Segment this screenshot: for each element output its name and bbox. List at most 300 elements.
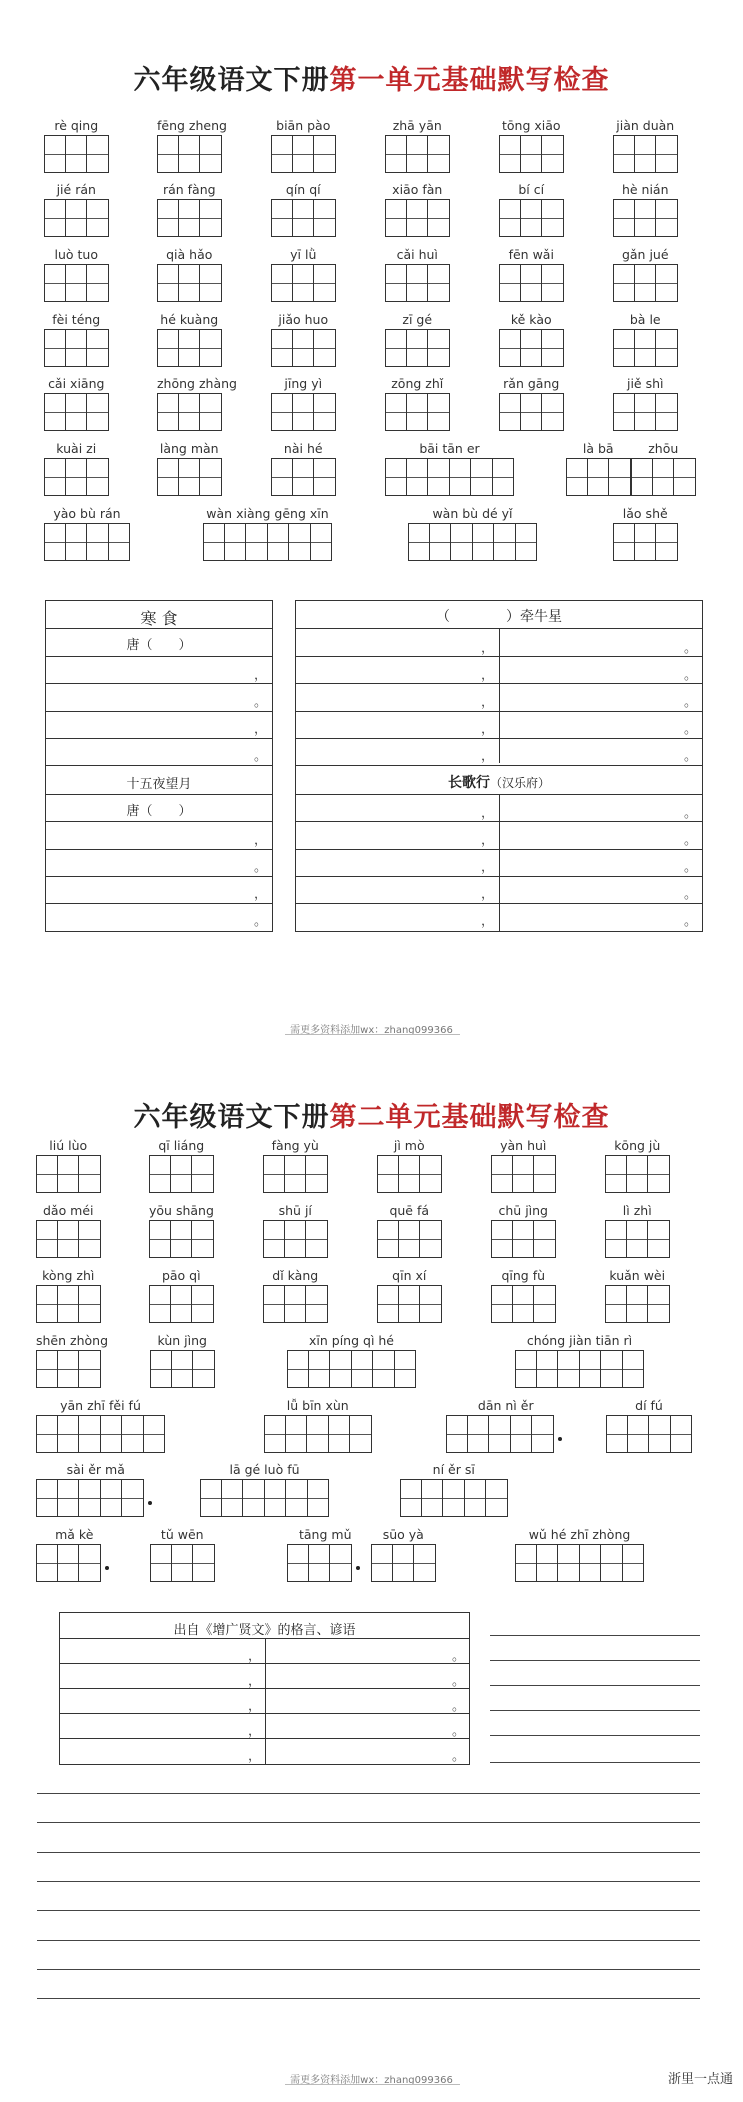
writing-cell[interactable] (66, 199, 88, 237)
writing-box-group[interactable] (157, 329, 222, 367)
writing-cell[interactable] (656, 199, 678, 237)
writing-cell[interactable] (243, 1479, 265, 1517)
writing-cell[interactable] (635, 199, 657, 237)
writing-box-group[interactable] (150, 1350, 215, 1388)
writing-box-group[interactable] (36, 1285, 101, 1323)
writing-cell[interactable] (149, 1220, 171, 1258)
writing-box-group[interactable] (385, 393, 450, 431)
writing-box-group[interactable] (44, 264, 109, 302)
writing-box-group[interactable] (385, 458, 514, 496)
writing-cell[interactable] (66, 135, 88, 173)
writing-box-group[interactable] (613, 135, 678, 173)
writing-cell[interactable] (648, 1285, 670, 1323)
writing-cell[interactable] (542, 135, 564, 173)
writing-cell[interactable] (420, 1285, 442, 1323)
writing-cell[interactable] (179, 458, 201, 496)
writing-cell[interactable] (192, 1155, 214, 1193)
writing-cell[interactable] (499, 199, 521, 237)
writing-cell[interactable] (656, 393, 678, 431)
writing-cell[interactable] (271, 458, 293, 496)
writing-cell[interactable] (534, 1220, 556, 1258)
writing-cell[interactable] (385, 264, 407, 302)
writing-box-group[interactable] (263, 1285, 328, 1323)
writing-cell[interactable] (193, 1350, 215, 1388)
writing-cell[interactable] (580, 1544, 602, 1582)
writing-box-group[interactable] (613, 393, 678, 431)
writing-cell[interactable] (601, 1350, 623, 1388)
writing-cell[interactable] (580, 1350, 602, 1388)
writing-cell[interactable] (407, 458, 429, 496)
writing-cell[interactable] (499, 135, 521, 173)
writing-cell[interactable] (44, 393, 66, 431)
writing-cell[interactable] (171, 1285, 193, 1323)
writing-cell[interactable] (314, 458, 336, 496)
writing-cell[interactable] (44, 329, 66, 367)
writing-cell[interactable] (285, 1285, 307, 1323)
writing-cell[interactable] (473, 523, 495, 561)
writing-box-group[interactable] (149, 1220, 214, 1258)
writing-box-group[interactable] (385, 264, 450, 302)
writing-cell[interactable] (307, 1415, 329, 1453)
writing-cell[interactable] (601, 1544, 623, 1582)
writing-box-group[interactable] (36, 1415, 165, 1453)
writing-box-group[interactable] (44, 523, 130, 561)
writing-box-group[interactable] (377, 1155, 442, 1193)
writing-box-group[interactable] (606, 1415, 692, 1453)
writing-cell[interactable] (36, 1350, 58, 1388)
writing-cell[interactable] (87, 264, 109, 302)
writing-cell[interactable] (66, 329, 88, 367)
writing-cell[interactable] (122, 1415, 144, 1453)
writing-cell[interactable] (407, 329, 429, 367)
writing-box-group[interactable] (491, 1285, 556, 1323)
writing-cell[interactable] (511, 1415, 533, 1453)
writing-cell[interactable] (542, 393, 564, 431)
writing-cell[interactable] (671, 1415, 693, 1453)
writing-cell[interactable] (122, 1479, 144, 1517)
writing-cell[interactable] (428, 199, 450, 237)
writing-cell[interactable] (287, 1544, 309, 1582)
writing-cell[interactable] (420, 1155, 442, 1193)
writing-cell[interactable] (648, 1220, 670, 1258)
writing-cell[interactable] (308, 1479, 330, 1517)
writing-cell[interactable] (534, 1155, 556, 1193)
writing-cell[interactable] (407, 264, 429, 302)
writing-cell[interactable] (635, 329, 657, 367)
writing-cell[interactable] (385, 458, 407, 496)
writing-cell[interactable] (499, 393, 521, 431)
writing-cell[interactable] (635, 393, 657, 431)
writing-box-group[interactable] (36, 1155, 101, 1193)
writing-box-group[interactable] (385, 135, 450, 173)
writing-cell[interactable] (293, 393, 315, 431)
writing-cell[interactable] (58, 1479, 80, 1517)
writing-cell[interactable] (408, 523, 430, 561)
writing-cell[interactable] (306, 1285, 328, 1323)
writing-cell[interactable] (494, 523, 516, 561)
writing-cell[interactable] (144, 1415, 166, 1453)
writing-cell[interactable] (613, 199, 635, 237)
writing-cell[interactable] (489, 1415, 511, 1453)
writing-cell[interactable] (588, 458, 610, 496)
writing-box-group[interactable] (499, 199, 564, 237)
writing-cell[interactable] (649, 1415, 671, 1453)
writing-cell[interactable] (385, 329, 407, 367)
writing-box-group[interactable] (157, 458, 222, 496)
writing-cell[interactable] (36, 1415, 58, 1453)
writing-box-group[interactable] (287, 1350, 416, 1388)
writing-cell[interactable] (420, 1220, 442, 1258)
writing-cell[interactable] (399, 1220, 421, 1258)
writing-cell[interactable] (293, 329, 315, 367)
writing-cell[interactable] (87, 329, 109, 367)
writing-cell[interactable] (314, 135, 336, 173)
writing-cell[interactable] (79, 1350, 101, 1388)
writing-cell[interactable] (66, 523, 88, 561)
writing-cell[interactable] (58, 1415, 80, 1453)
writing-cell[interactable] (656, 329, 678, 367)
writing-cell[interactable] (450, 458, 472, 496)
writing-box-group[interactable] (200, 1479, 329, 1517)
writing-cell[interactable] (149, 1155, 171, 1193)
writing-cell[interactable] (44, 199, 66, 237)
writing-cell[interactable] (44, 458, 66, 496)
writing-cell[interactable] (285, 1155, 307, 1193)
writing-cell[interactable] (285, 1220, 307, 1258)
writing-cell[interactable] (352, 1350, 374, 1388)
writing-cell[interactable] (656, 135, 678, 173)
writing-cell[interactable] (58, 1220, 80, 1258)
writing-box-group[interactable] (271, 199, 336, 237)
writing-cell[interactable] (605, 1155, 627, 1193)
writing-cell[interactable] (87, 199, 109, 237)
writing-box-group[interactable] (271, 458, 336, 496)
writing-cell[interactable] (558, 1544, 580, 1582)
writing-cell[interactable] (306, 1220, 328, 1258)
writing-cell[interactable] (172, 1350, 194, 1388)
writing-cell[interactable] (385, 199, 407, 237)
writing-cell[interactable] (537, 1544, 559, 1582)
writing-cell[interactable] (268, 523, 290, 561)
writing-cell[interactable] (193, 1544, 215, 1582)
writing-cell[interactable] (44, 264, 66, 302)
writing-cell[interactable] (428, 329, 450, 367)
writing-cell[interactable] (407, 199, 429, 237)
writing-cell[interactable] (179, 264, 201, 302)
writing-cell[interactable] (558, 1350, 580, 1388)
writing-cell[interactable] (87, 135, 109, 173)
writing-cell[interactable] (200, 393, 222, 431)
writing-cell[interactable] (200, 329, 222, 367)
writing-cell[interactable] (653, 458, 675, 496)
writing-cell[interactable] (515, 1544, 537, 1582)
writing-box-group[interactable] (377, 1220, 442, 1258)
writing-cell[interactable] (66, 264, 88, 302)
writing-cell[interactable] (393, 1544, 415, 1582)
writing-box-group[interactable] (157, 393, 222, 431)
writing-cell[interactable] (150, 1544, 172, 1582)
writing-box-group[interactable] (36, 1350, 101, 1388)
writing-cell[interactable] (79, 1220, 101, 1258)
writing-cell[interactable] (515, 1350, 537, 1388)
writing-box-group[interactable] (499, 329, 564, 367)
writing-cell[interactable] (58, 1285, 80, 1323)
writing-cell[interactable] (606, 1415, 628, 1453)
writing-cell[interactable] (79, 1415, 101, 1453)
writing-cell[interactable] (521, 135, 543, 173)
writing-cell[interactable] (87, 523, 109, 561)
writing-cell[interactable] (623, 1350, 645, 1388)
writing-cell[interactable] (265, 1479, 287, 1517)
writing-cell[interactable] (200, 199, 222, 237)
writing-cell[interactable] (542, 264, 564, 302)
writing-cell[interactable] (493, 458, 515, 496)
writing-box-group[interactable] (499, 135, 564, 173)
writing-cell[interactable] (306, 1155, 328, 1193)
writing-box-group[interactable] (157, 264, 222, 302)
writing-cell[interactable] (101, 1479, 123, 1517)
writing-cell[interactable] (246, 523, 268, 561)
writing-cell[interactable] (443, 1479, 465, 1517)
writing-cell[interactable] (613, 329, 635, 367)
writing-cell[interactable] (263, 1285, 285, 1323)
writing-cell[interactable] (635, 135, 657, 173)
writing-cell[interactable] (36, 1220, 58, 1258)
writing-box-group[interactable] (385, 199, 450, 237)
writing-cell[interactable] (44, 135, 66, 173)
writing-cell[interactable] (542, 199, 564, 237)
writing-cell[interactable] (513, 1155, 535, 1193)
writing-cell[interactable] (373, 1350, 395, 1388)
writing-cell[interactable] (171, 1220, 193, 1258)
writing-box-group[interactable] (44, 135, 109, 173)
writing-cell[interactable] (377, 1285, 399, 1323)
writing-cell[interactable] (465, 1479, 487, 1517)
writing-cell[interactable] (491, 1285, 513, 1323)
writing-cell[interactable] (627, 1220, 649, 1258)
writing-cell[interactable] (309, 1544, 331, 1582)
writing-cell[interactable] (200, 135, 222, 173)
writing-cell[interactable] (491, 1220, 513, 1258)
writing-cell[interactable] (656, 523, 678, 561)
writing-cell[interactable] (430, 523, 452, 561)
writing-cell[interactable] (414, 1544, 436, 1582)
writing-cell[interactable] (521, 393, 543, 431)
writing-cell[interactable] (422, 1479, 444, 1517)
writing-cell[interactable] (179, 329, 201, 367)
writing-box-group[interactable] (499, 393, 564, 431)
writing-cell[interactable] (101, 1415, 123, 1453)
writing-cell[interactable] (516, 523, 538, 561)
writing-cell[interactable] (628, 1415, 650, 1453)
writing-cell[interactable] (157, 135, 179, 173)
writing-box-group[interactable] (613, 523, 678, 561)
writing-box-group[interactable] (400, 1479, 508, 1517)
writing-cell[interactable] (428, 135, 450, 173)
writing-cell[interactable] (428, 393, 450, 431)
writing-box-group[interactable] (44, 458, 109, 496)
writing-cell[interactable] (521, 199, 543, 237)
writing-cell[interactable] (486, 1479, 508, 1517)
writing-box-group[interactable] (271, 264, 336, 302)
writing-box-group[interactable] (264, 1415, 372, 1453)
writing-box-group[interactable] (44, 329, 109, 367)
writing-cell[interactable] (36, 1285, 58, 1323)
writing-cell[interactable] (513, 1285, 535, 1323)
writing-cell[interactable] (399, 1155, 421, 1193)
writing-cell[interactable] (192, 1285, 214, 1323)
writing-cell[interactable] (263, 1155, 285, 1193)
writing-cell[interactable] (87, 393, 109, 431)
writing-box-group[interactable] (408, 523, 537, 561)
writing-cell[interactable] (613, 264, 635, 302)
writing-cell[interactable] (264, 1415, 286, 1453)
writing-cell[interactable] (532, 1415, 554, 1453)
writing-cell[interactable] (400, 1479, 422, 1517)
writing-cell[interactable] (36, 1544, 58, 1582)
writing-cell[interactable] (499, 329, 521, 367)
writing-cell[interactable] (271, 329, 293, 367)
writing-cell[interactable] (613, 135, 635, 173)
writing-cell[interactable] (314, 329, 336, 367)
writing-box-group[interactable] (613, 329, 678, 367)
writing-cell[interactable] (171, 1155, 193, 1193)
writing-cell[interactable] (157, 458, 179, 496)
writing-cell[interactable] (172, 1544, 194, 1582)
writing-box-group[interactable] (271, 393, 336, 431)
writing-cell[interactable] (468, 1415, 490, 1453)
writing-cell[interactable] (491, 1155, 513, 1193)
writing-cell[interactable] (79, 1285, 101, 1323)
writing-box-group[interactable] (287, 1544, 364, 1582)
writing-box-group[interactable] (150, 1544, 215, 1582)
writing-cell[interactable] (521, 264, 543, 302)
writing-cell[interactable] (613, 393, 635, 431)
writing-box-group[interactable] (613, 264, 678, 302)
writing-cell[interactable] (446, 1415, 468, 1453)
writing-cell[interactable] (286, 1479, 308, 1517)
writing-box-group[interactable] (515, 1544, 644, 1582)
writing-cell[interactable] (385, 135, 407, 173)
writing-cell[interactable] (513, 1220, 535, 1258)
writing-cell[interactable] (385, 393, 407, 431)
writing-cell[interactable] (566, 458, 588, 496)
writing-cell[interactable] (271, 135, 293, 173)
writing-box-group[interactable] (605, 1285, 670, 1323)
writing-box-group[interactable] (371, 1544, 436, 1582)
writing-box-group[interactable] (44, 393, 109, 431)
writing-box-group[interactable] (515, 1350, 644, 1388)
writing-cell[interactable] (309, 1350, 331, 1388)
writing-box-group[interactable] (203, 523, 332, 561)
writing-cell[interactable] (605, 1285, 627, 1323)
writing-cell[interactable] (605, 1220, 627, 1258)
writing-cell[interactable] (311, 523, 333, 561)
writing-cell[interactable] (534, 1285, 556, 1323)
writing-box-group[interactable] (271, 135, 336, 173)
writing-cell[interactable] (222, 1479, 244, 1517)
writing-cell[interactable] (44, 523, 66, 561)
writing-cell[interactable] (407, 135, 429, 173)
writing-box-group[interactable] (613, 199, 678, 237)
writing-cell[interactable] (293, 135, 315, 173)
writing-cell[interactable] (613, 523, 635, 561)
writing-cell[interactable] (521, 329, 543, 367)
writing-box-group[interactable] (157, 135, 222, 173)
writing-cell[interactable] (330, 1544, 352, 1582)
writing-cell[interactable] (314, 199, 336, 237)
writing-cell[interactable] (471, 458, 493, 496)
writing-cell[interactable] (350, 1415, 372, 1453)
writing-cell[interactable] (200, 458, 222, 496)
writing-box-group[interactable] (605, 1155, 670, 1193)
writing-cell[interactable] (542, 329, 564, 367)
writing-cell[interactable] (87, 458, 109, 496)
writing-cell[interactable] (271, 264, 293, 302)
writing-cell[interactable] (109, 523, 131, 561)
writing-cell[interactable] (635, 264, 657, 302)
writing-box-group[interactable] (631, 458, 696, 496)
writing-box-group[interactable] (377, 1285, 442, 1323)
writing-cell[interactable] (79, 1479, 101, 1517)
writing-cell[interactable] (192, 1220, 214, 1258)
writing-box-group[interactable] (157, 199, 222, 237)
writing-cell[interactable] (157, 393, 179, 431)
writing-cell[interactable] (656, 264, 678, 302)
writing-cell[interactable] (149, 1285, 171, 1323)
writing-cell[interactable] (79, 1544, 101, 1582)
writing-box-group[interactable] (446, 1415, 566, 1453)
writing-box-group[interactable] (566, 458, 631, 496)
writing-box-group[interactable] (36, 1544, 113, 1582)
writing-cell[interactable] (66, 393, 88, 431)
writing-cell[interactable] (627, 1155, 649, 1193)
writing-cell[interactable] (225, 523, 247, 561)
writing-cell[interactable] (377, 1155, 399, 1193)
writing-cell[interactable] (499, 264, 521, 302)
writing-box-group[interactable] (44, 199, 109, 237)
writing-box-group[interactable] (491, 1220, 556, 1258)
writing-cell[interactable] (79, 1155, 101, 1193)
writing-cell[interactable] (287, 1350, 309, 1388)
writing-cell[interactable] (66, 458, 88, 496)
writing-cell[interactable] (451, 523, 473, 561)
writing-cell[interactable] (36, 1155, 58, 1193)
writing-cell[interactable] (395, 1350, 417, 1388)
writing-box-group[interactable] (149, 1155, 214, 1193)
writing-box-group[interactable] (271, 329, 336, 367)
writing-cell[interactable] (150, 1350, 172, 1388)
writing-cell[interactable] (371, 1544, 393, 1582)
writing-cell[interactable] (314, 264, 336, 302)
writing-cell[interactable] (428, 264, 450, 302)
writing-cell[interactable] (58, 1544, 80, 1582)
writing-cell[interactable] (399, 1285, 421, 1323)
writing-cell[interactable] (286, 1415, 308, 1453)
writing-box-group[interactable] (491, 1155, 556, 1193)
writing-cell[interactable] (674, 458, 696, 496)
writing-cell[interactable] (157, 329, 179, 367)
writing-cell[interactable] (377, 1220, 399, 1258)
writing-box-group[interactable] (499, 264, 564, 302)
writing-cell[interactable] (293, 199, 315, 237)
writing-cell[interactable] (635, 523, 657, 561)
writing-box-group[interactable] (263, 1220, 328, 1258)
writing-box-group[interactable] (385, 329, 450, 367)
writing-cell[interactable] (179, 199, 201, 237)
writing-cell[interactable] (179, 393, 201, 431)
writing-cell[interactable] (271, 199, 293, 237)
